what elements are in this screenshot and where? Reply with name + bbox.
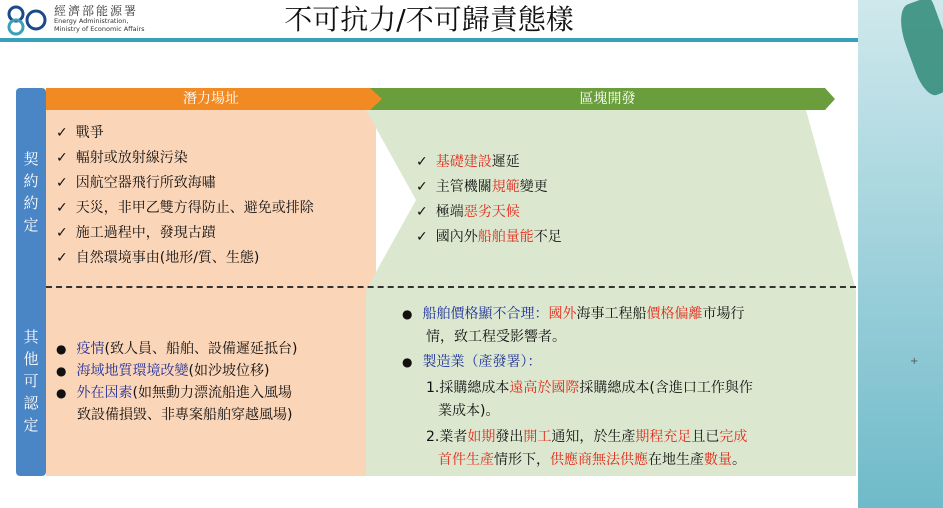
row-label-contract: 契 約 約 定 (23, 150, 39, 234)
sub-item-1-cont: 業成本)。 (438, 403, 500, 419)
list-item: ✓ 主管機關規範變更 (416, 175, 562, 200)
header-divider (0, 38, 858, 42)
contract-left-list (56, 121, 314, 271)
org-name-zh: 經濟部能源署 (54, 4, 139, 18)
page-title: 不可抗力/不可歸責態樣 (284, 3, 574, 36)
row-label-other: 其 他 可 認 定 (23, 328, 39, 434)
other-right-item-1: ● 船舶價格顯不合理：國外海事工程船價格偏離市場行 (402, 306, 745, 322)
contract-right-list (416, 150, 562, 250)
list-item: ● 海域地質環境改變(如沙坡位移) (56, 360, 297, 382)
list-item-continuation: 致設備損毀、非專案船舶穿越風場) (77, 407, 293, 423)
column-left-title: 潛力場址 (183, 91, 239, 107)
crosshair-cursor-icon: + (910, 356, 919, 367)
list-item: ✓ 極端惡劣天候 (416, 200, 562, 225)
column-right-title: 區塊開發 (579, 91, 636, 107)
list-item: ● 外在因素(如無動力漂流船進入風場 (56, 382, 297, 404)
list-item: ✓ 基礎建設遲延 (416, 150, 562, 175)
list-item: ✓ 天災，非甲乙雙方得防止、避免或排除 (56, 196, 314, 221)
list-item: ● 疫情(致人員、船舶、設備遲延抵台) (56, 338, 297, 360)
sub-item-1: 1.採購總成本遠高於國際採購總成本(含進口工作與作 (426, 380, 753, 396)
other-right-item-2: ● 製造業（產發署）： (402, 354, 542, 370)
sub-item-2: 2.業者如期發出開工通知，於生產期程充足且已完成 (426, 429, 748, 445)
other-right-item-1-cont: 情，致工程受影響者。 (426, 329, 566, 345)
list-item: ✓ 戰爭 (56, 121, 314, 146)
other-left-list (56, 338, 297, 426)
row-divider (46, 286, 856, 288)
list-item: ✓ 輻射或放射線污染 (56, 146, 314, 171)
org-name-en: Energy Administration, Ministry of Economic Affairs (54, 17, 145, 33)
list-item: ✓ 國內外船舶量能不足 (416, 225, 562, 250)
list-item: ✓ 因航空器飛行所致海嘯 (56, 171, 314, 196)
sub-item-2-cont: 首件生產情形下，供應商無法供應在地生產數量。 (438, 452, 746, 468)
list-item: ✓ 施工過程中，發現古蹟 (56, 221, 314, 246)
list-item: ✓ 自然環境事由(地形/質、生態) (56, 246, 314, 271)
